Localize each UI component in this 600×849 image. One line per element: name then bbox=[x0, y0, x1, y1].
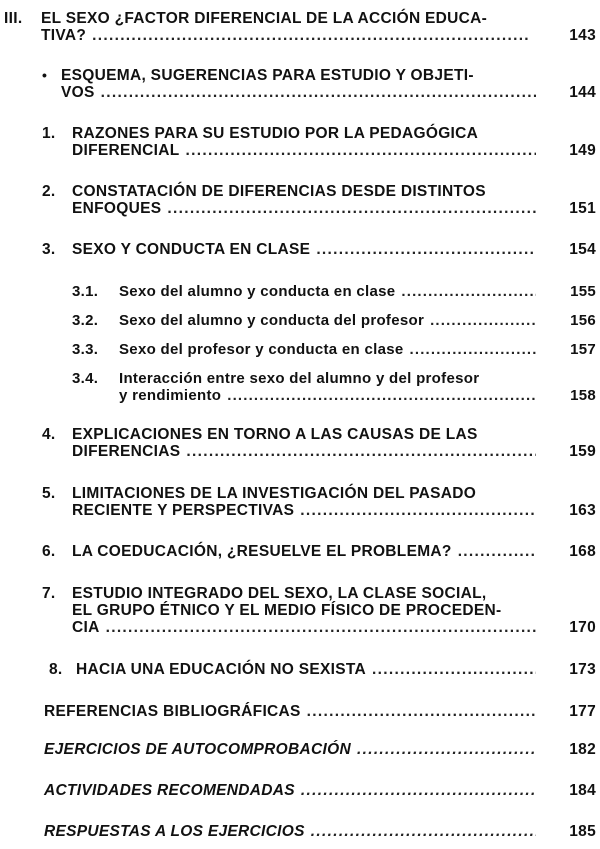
entry-title-line: DIFERENCIAS bbox=[72, 443, 181, 460]
page-number: 170 bbox=[569, 619, 596, 636]
page-number: 185 bbox=[569, 823, 596, 840]
entry-title-line: RESPUESTAS A LOS EJERCICIOS bbox=[44, 823, 305, 840]
entry-title-line: RECIENTE Y PERSPECTIVAS bbox=[72, 502, 295, 519]
page-number: 155 bbox=[570, 283, 596, 300]
entry-title-line: EL GRUPO ÉTNICO Y EL MEDIO FÍSICO DE PROCEDEN- bbox=[72, 602, 502, 619]
page-number: 177 bbox=[569, 703, 596, 720]
page-number: 154 bbox=[569, 241, 596, 258]
entry-title-line: y rendimiento bbox=[119, 387, 222, 404]
page-number: 173 bbox=[569, 661, 596, 678]
leader-dots bbox=[186, 142, 537, 159]
entry-title-line: CONSTATACIÓN DE DIFERENCIAS DESDE DISTINTOS bbox=[72, 183, 486, 200]
entry-title-line: DIFERENCIAL bbox=[72, 142, 180, 159]
leader-dots bbox=[92, 27, 536, 44]
leader-dots bbox=[311, 823, 536, 840]
page-number: 168 bbox=[569, 543, 596, 560]
page-number: 156 bbox=[570, 312, 596, 329]
entry-title-line: ENFOQUES bbox=[72, 200, 162, 217]
entry-title-line: CIA bbox=[72, 619, 100, 636]
entry-number: 7. bbox=[42, 585, 56, 602]
entry-number: 4. bbox=[42, 426, 56, 443]
entry-number: 3.4. bbox=[72, 370, 99, 387]
entry-title-line: EJERCICIOS DE AUTOCOMPROBACIÓN bbox=[44, 741, 351, 758]
page-number: 151 bbox=[569, 200, 596, 217]
entry-number: 3.3. bbox=[72, 341, 99, 358]
entry-number: 8. bbox=[49, 661, 63, 678]
leader-dots bbox=[167, 200, 536, 217]
page-number: 149 bbox=[569, 142, 596, 159]
page-number: 144 bbox=[569, 84, 596, 101]
entry-title-line: TIVA? bbox=[41, 27, 87, 44]
entry-title-line: ESQUEMA, SUGERENCIAS PARA ESTUDIO Y OBJETI- bbox=[61, 67, 474, 84]
leader-dots bbox=[301, 782, 536, 799]
leader-dots bbox=[401, 283, 536, 300]
leader-dots bbox=[458, 543, 536, 560]
leader-dots bbox=[300, 502, 536, 519]
page-number: 158 bbox=[570, 387, 596, 404]
entry-title-line: EL SEXO ¿FACTOR DIFERENCIAL DE LA ACCIÓN EDUCA- bbox=[41, 10, 488, 27]
entry-title-line: RAZONES PARA SU ESTUDIO POR LA PEDAGÓGICA bbox=[72, 125, 479, 142]
entry-number: 6. bbox=[42, 543, 56, 560]
entry-title-line: REFERENCIAS BIBLIOGRÁFICAS bbox=[44, 703, 301, 720]
entry-title-line: Sexo del alumno y conducta del profesor bbox=[119, 312, 425, 329]
entry-number: 3.1. bbox=[72, 283, 99, 300]
entry-title-line: ESTUDIO INTEGRADO DEL SEXO, LA CLASE SOCIAL, bbox=[72, 585, 487, 602]
page-number: 184 bbox=[569, 782, 596, 799]
entry-title-line: LA COEDUCACIÓN, ¿RESUELVE EL PROBLEMA? bbox=[72, 543, 452, 560]
bullet-icon: • bbox=[42, 67, 48, 83]
entry-title-line: Interacción entre sexo del alumno y del profesor bbox=[119, 370, 480, 387]
entry-number: 2. bbox=[42, 183, 56, 200]
leader-dots bbox=[101, 84, 536, 101]
leader-dots bbox=[186, 443, 536, 460]
leader-dots bbox=[227, 387, 536, 404]
entry-title-line: Sexo del profesor y conducta en clase bbox=[119, 341, 404, 358]
entry-number: 5. bbox=[42, 485, 56, 502]
entry-title-line: SEXO Y CONDUCTA EN CLASE bbox=[72, 241, 311, 258]
leader-dots bbox=[372, 661, 536, 678]
entry-title-line: HACIA UNA EDUCACIÓN NO SEXISTA bbox=[76, 661, 367, 678]
entry-title-line: ACTIVIDADES RECOMENDADAS bbox=[44, 782, 295, 799]
page-number: 159 bbox=[569, 443, 596, 460]
entry-number: 1. bbox=[42, 125, 56, 142]
page-number: 157 bbox=[570, 341, 596, 358]
leader-dots bbox=[316, 241, 536, 258]
entry-title-line: VOS bbox=[61, 84, 95, 101]
leader-dots bbox=[357, 741, 536, 758]
page-number: 163 bbox=[569, 502, 596, 519]
leader-dots bbox=[307, 703, 536, 720]
entry-title-line: Sexo del alumno y conducta en clase bbox=[119, 283, 396, 300]
leader-dots bbox=[106, 619, 536, 636]
page-number: 143 bbox=[569, 27, 596, 44]
entry-number: 3.2. bbox=[72, 312, 99, 329]
entry-number: 3. bbox=[42, 241, 56, 258]
page-number: 182 bbox=[569, 741, 596, 758]
entry-title-line: EXPLICACIONES EN TORNO A LAS CAUSAS DE LAS bbox=[72, 426, 478, 443]
entry-title-line: LIMITACIONES DE LA INVESTIGACIÓN DEL PASADO bbox=[72, 485, 477, 502]
leader-dots bbox=[410, 341, 536, 358]
entry-number: III. bbox=[4, 10, 23, 27]
leader-dots bbox=[430, 312, 536, 329]
